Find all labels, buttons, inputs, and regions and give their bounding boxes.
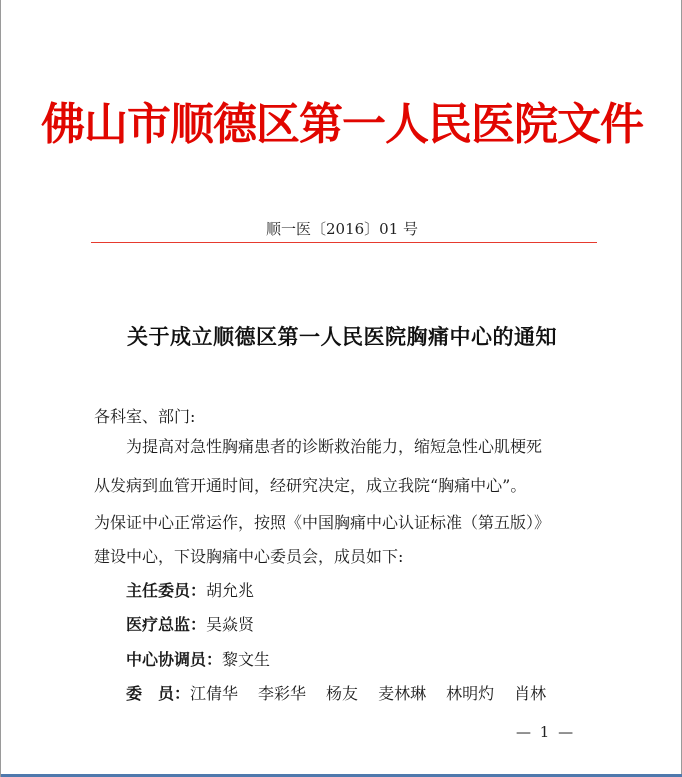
notice-title: 关于成立顺德区第一人民医院胸痛中心的通知 <box>127 324 557 349</box>
salutation: 各科室、部门: <box>94 407 196 426</box>
member-name: 江倩华 <box>190 684 239 703</box>
body-paragraph-line: 建设中心，下设胸痛中心委员会，成员如下: <box>94 547 404 566</box>
member-name: 肖林 <box>514 684 547 703</box>
role-members <box>126 681 546 704</box>
role-label: 主任委员： <box>126 581 207 600</box>
document-header-title: 佛山市顺德区第一人民医院文件 <box>41 99 643 150</box>
body-paragraph-line: 从发病到血管开通时间，经研究决定，成立我院“胸痛中心”。 <box>94 476 527 495</box>
member-name: 李彩华 <box>258 684 307 703</box>
role-person-name: 吴焱贤 <box>206 615 255 634</box>
member-name: 杨友 <box>326 684 359 703</box>
page-number: — 1 — <box>516 723 576 741</box>
role-coordinator <box>126 647 270 670</box>
body-paragraph-line: 为保证中心正常运作，按照《中国胸痛中心认证标准（第五版）》 <box>94 513 551 532</box>
member-name: 林明灼 <box>446 684 495 703</box>
role-director <box>126 578 254 601</box>
role-person-name: 黎文生 <box>222 650 271 669</box>
red-divider-line <box>91 242 597 243</box>
member-name: 麦林琳 <box>378 684 427 703</box>
role-label: 医疗总监： <box>126 615 207 634</box>
role-person-name: 胡允兆 <box>206 581 255 600</box>
body-paragraph-line: 为提高对急性胸痛患者的诊断救治能力，缩短急性心肌梗死 <box>126 437 543 456</box>
role-label: 委 员： <box>126 684 191 703</box>
role-label: 中心协调员： <box>126 650 223 669</box>
document-number: 顺一医〔2016〕01 号 <box>265 220 419 238</box>
role-medical-chief <box>126 612 254 635</box>
